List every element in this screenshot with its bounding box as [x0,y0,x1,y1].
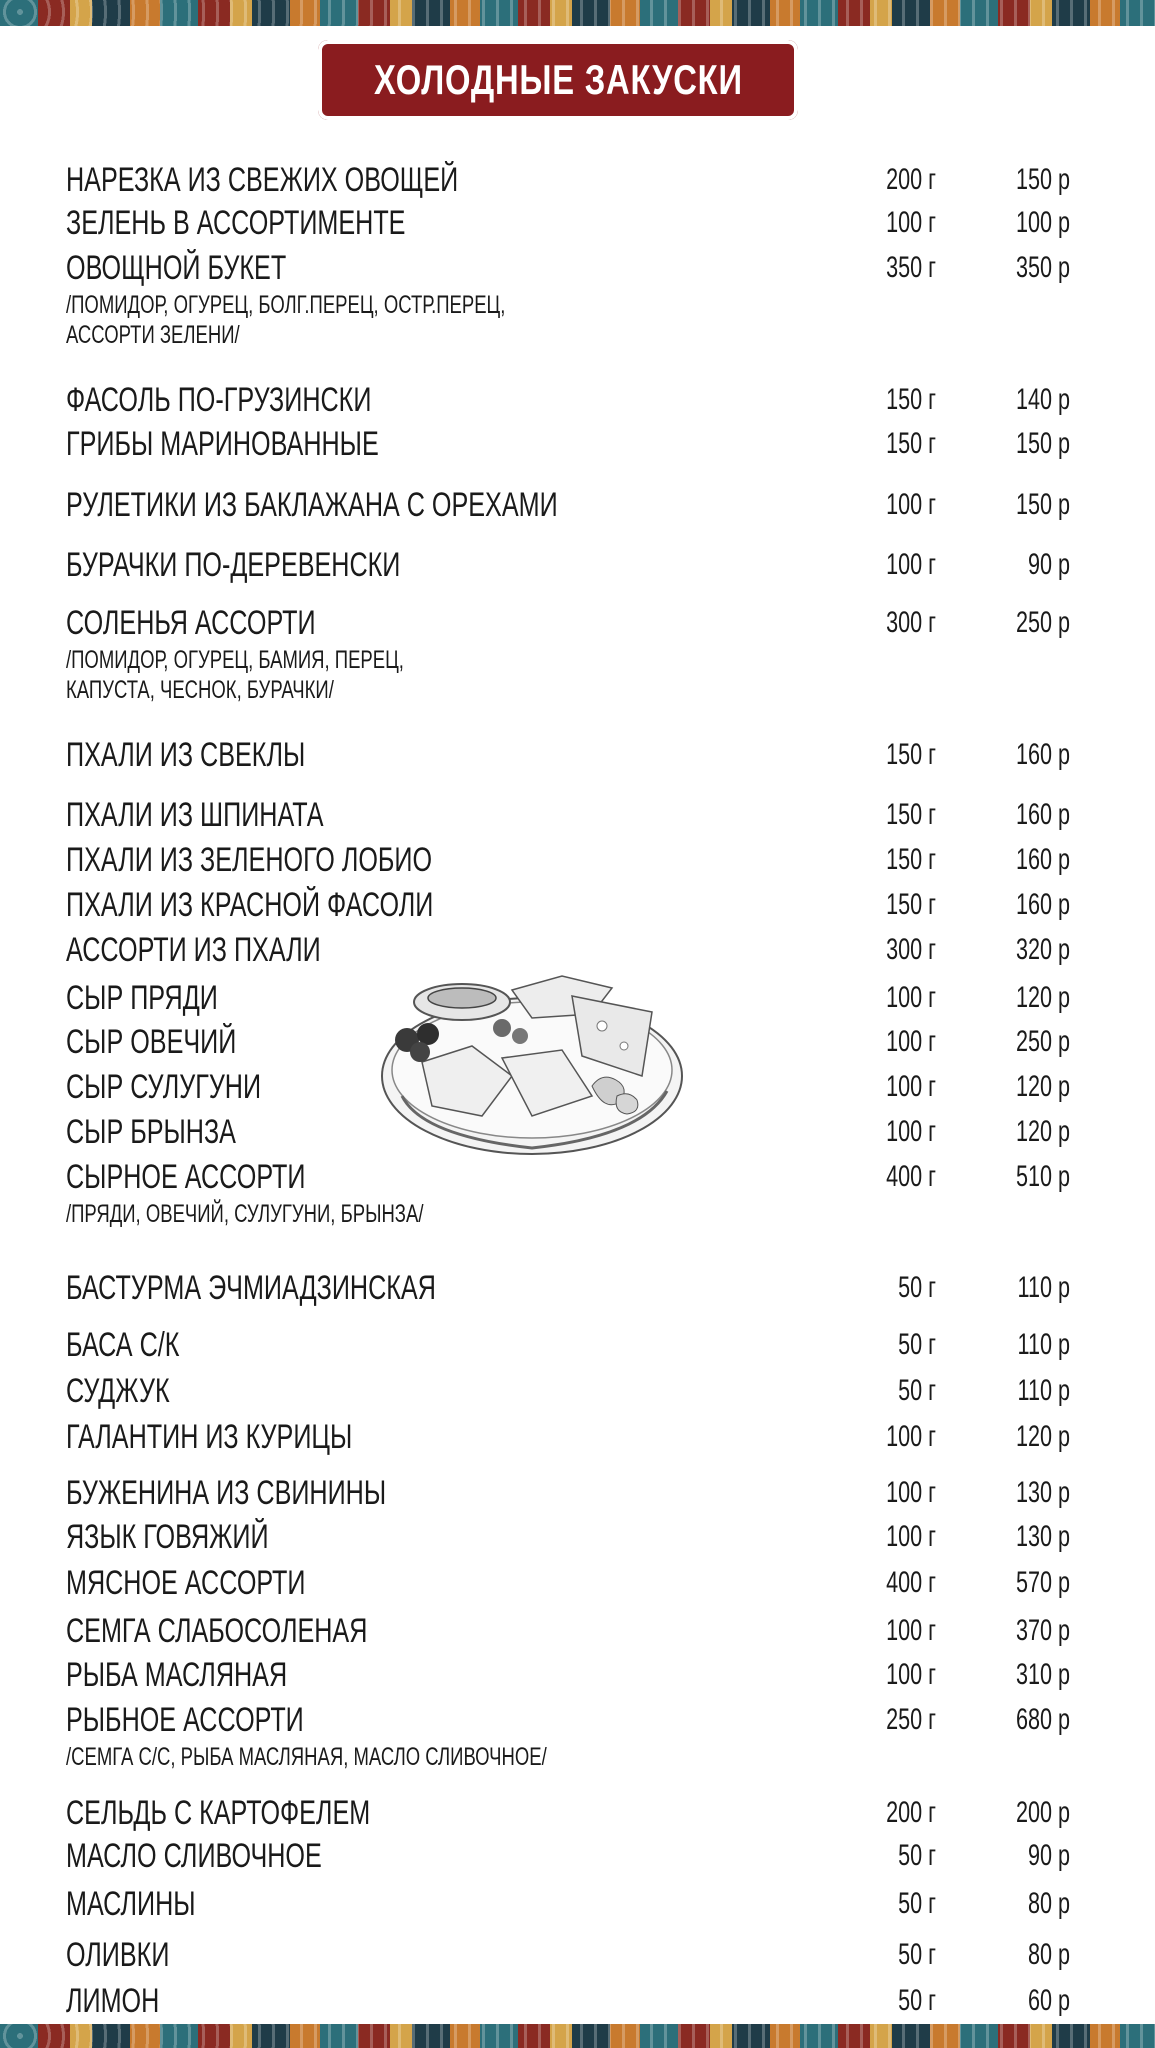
menu-item-weight: 300 г [886,606,936,639]
menu-item-name: СЫР ОВЕЧИЙ [66,1023,237,1061]
menu-item-name: СЫР СУЛУГУНИ [66,1068,262,1106]
menu-item-price: 120 р [1015,981,1070,1014]
menu-item [0,485,1155,525]
menu-item-price: 250 р [1015,1025,1070,1058]
menu-item-weight: 100 г [886,1520,936,1553]
menu-item-name: ЛИМОН [66,1982,160,2020]
menu-item-price: 120 р [1015,1420,1070,1453]
menu-item [0,603,1155,704]
menu-item-weight: 100 г [886,1614,936,1647]
menu-item-name: СОЛЕНЬЯ АССОРТИ [66,604,316,642]
menu-item-name: СЫРНОЕ АССОРТИ [66,1158,306,1196]
menu-item-weight: 150 г [886,427,936,460]
menu-item-name: БАСТУРМА ЭЧМИАДЗИНСКАЯ [66,1269,436,1307]
menu-item-weight: 50 г [898,1328,936,1361]
menu-item-weight: 150 г [886,798,936,831]
menu-item-price: 570 р [1015,1566,1070,1599]
menu-item [0,1655,1155,1695]
menu-item-weight: 150 г [886,383,936,416]
menu-item-name: НАРЕЗКА ИЗ СВЕЖИХ ОВОЩЕЙ [66,161,459,199]
menu-item-price: 160 р [1015,888,1070,921]
menu-item-description: /ПОМИДОР, ОГУРЕЦ, БАМИЯ, ПЕРЕЦ, [66,646,404,674]
menu-item-name: ПХАЛИ ИЗ ЗЕЛЕНОГО ЛОБИО [66,841,433,879]
menu-item-name: ГАЛАНТИН ИЗ КУРИЦЫ [66,1418,353,1456]
menu-item-price: 90 р [1027,1839,1070,1872]
menu-item-price: 370 р [1015,1614,1070,1647]
menu-item-price: 200 р [1015,1796,1070,1829]
menu-item-weight: 50 г [898,1271,936,1304]
menu-item-weight: 300 г [886,933,936,966]
menu-item [0,248,1155,349]
menu-item [0,1517,1155,1557]
menu-item-weight: 50 г [898,1938,936,1971]
menu-item-price: 310 р [1015,1658,1070,1691]
menu-item [0,1417,1155,1457]
menu-item-price: 120 р [1015,1070,1070,1103]
menu-item-price: 680 р [1015,1703,1070,1736]
menu-item-weight: 400 г [886,1160,936,1193]
menu-item-price: 150 р [1015,163,1070,196]
menu-item-weight: 400 г [886,1566,936,1599]
menu-item-price: 160 р [1015,843,1070,876]
menu-item-weight: 100 г [886,1420,936,1453]
menu-item-name: СЫР ПРЯДИ [66,979,218,1017]
section-title-banner [318,40,798,120]
menu-item-weight: 100 г [886,1070,936,1103]
menu-item [0,1981,1155,2021]
menu-item-description: /ПРЯДИ, ОВЕЧИЙ, СУЛУГУНИ, БРЫНЗА/ [66,1200,424,1228]
menu-item-weight: 100 г [886,488,936,521]
menu-item [0,1793,1155,1833]
ornament-border-bottom [0,2024,1155,2048]
menu-item-weight: 200 г [886,1796,936,1829]
menu-item-price: 80 р [1027,1938,1070,1971]
menu-item-name: РУЛЕТИКИ ИЗ БАКЛАЖАНА С ОРЕХАМИ [66,486,558,524]
menu-item-name: ПХАЛИ ИЗ СВЕКЛЫ [66,736,306,774]
menu-item-name: ЗЕЛЕНЬ В АССОРТИМЕНТЕ [66,204,406,242]
menu-item-name: СЫР БРЫНЗА [66,1113,236,1151]
menu-item-name: РЫБНОЕ АССОРТИ [66,1701,304,1739]
menu-item [0,1022,1155,1062]
menu-item-weight: 50 г [898,1839,936,1872]
menu-item-description: КАПУСТА, ЧЕСНОК, БУРАЧКИ/ [66,676,334,704]
menu-item [0,795,1155,835]
menu-item-name: СЕМГА СЛАБОСОЛЕНАЯ [66,1612,368,1650]
menu-item [0,160,1155,200]
menu-item-name: МАСЛО СЛИВОЧНОЕ [66,1837,322,1875]
menu-item-name: БУЖЕНИНА ИЗ СВИНИНЫ [66,1474,387,1512]
menu-item [0,1563,1155,1603]
menu-item [0,885,1155,925]
menu-item-weight: 50 г [898,1374,936,1407]
menu-item [0,840,1155,880]
menu-item [0,424,1155,464]
menu-item-description: АССОРТИ ЗЕЛЕНИ/ [66,321,240,349]
menu-item-description: /ПОМИДОР, ОГУРЕЦ, БОЛГ.ПЕРЕЦ, ОСТР.ПЕРЕЦ, [66,291,506,319]
menu-item-weight: 150 г [886,888,936,921]
menu-item-name: ПХАЛИ ИЗ ШПИНАТА [66,796,324,834]
menu-item-name: БАСА С/К [66,1326,180,1364]
menu-item [0,978,1155,1018]
menu-item [0,930,1155,970]
menu-item-price: 120 р [1015,1115,1070,1148]
menu-item-weight: 100 г [886,1025,936,1058]
menu-item [0,1884,1155,1924]
menu-item-price: 130 р [1015,1476,1070,1509]
menu-item-weight: 50 г [898,1887,936,1920]
menu-item-weight: 150 г [886,738,936,771]
menu-item-price: 130 р [1015,1520,1070,1553]
menu-item [0,1112,1155,1152]
menu-item [0,380,1155,420]
menu-item-name: АССОРТИ ИЗ ПХАЛИ [66,931,321,969]
menu-item-weight: 100 г [886,206,936,239]
menu-item-name: ЯЗЫК ГОВЯЖИЙ [66,1518,269,1556]
menu-item-name: СЕЛЬДЬ С КАРТОФЕЛЕМ [66,1794,371,1832]
menu-item-weight: 100 г [886,1658,936,1691]
menu-item-name: СУДЖУК [66,1372,170,1410]
menu-item-price: 110 р [1017,1271,1070,1304]
menu-item-price: 140 р [1015,383,1070,416]
menu-item-name: ПХАЛИ ИЗ КРАСНОЙ ФАСОЛИ [66,886,434,924]
menu-item [0,545,1155,585]
menu-item [0,1473,1155,1513]
menu-item-price: 110 р [1017,1374,1070,1407]
menu-item-weight: 100 г [886,981,936,1014]
menu-item-weight: 100 г [886,548,936,581]
menu-item [0,1611,1155,1651]
menu-item-name: МАСЛИНЫ [66,1885,196,1923]
menu-item-price: 320 р [1015,933,1070,966]
menu-item [0,1268,1155,1308]
menu-item-name: ФАСОЛЬ ПО-ГРУЗИНСКИ [66,381,372,419]
menu-item [0,1325,1155,1365]
menu-item-price: 90 р [1027,548,1070,581]
menu-item-name: ГРИБЫ МАРИНОВАННЫЕ [66,425,379,463]
menu-item-weight: 250 г [886,1703,936,1736]
menu-item-price: 110 р [1017,1328,1070,1361]
menu-item-description: /СЕМГА С/С, РЫБА МАСЛЯНАЯ, МАСЛО СЛИВОЧНОЕ/ [66,1743,547,1771]
menu-item [0,1371,1155,1411]
menu-item-price: 150 р [1015,427,1070,460]
menu-item [0,1935,1155,1975]
menu-item-weight: 100 г [886,1476,936,1509]
menu-item-weight: 100 г [886,1115,936,1148]
menu-item-price: 160 р [1015,738,1070,771]
menu-item [0,1836,1155,1876]
menu-item-name: РЫБА МАСЛЯНАЯ [66,1656,288,1694]
menu-item-price: 100 р [1015,206,1070,239]
menu-item-weight: 350 г [886,251,936,284]
menu-item-weight: 200 г [886,163,936,196]
menu-item-price: 250 р [1015,606,1070,639]
menu-item-weight: 150 г [886,843,936,876]
menu-item [0,1067,1155,1107]
menu-item-name: МЯСНОЕ АССОРТИ [66,1564,306,1602]
menu-item [0,1700,1155,1771]
menu-item-price: 160 р [1015,798,1070,831]
menu-item [0,203,1155,243]
menu-item-price: 60 р [1027,1984,1070,2017]
menu-item [0,1157,1155,1228]
menu-item [0,735,1155,775]
menu-item-price: 80 р [1027,1887,1070,1920]
menu-item-price: 510 р [1015,1160,1070,1193]
menu-item-name: ОЛИВКИ [66,1936,170,1974]
menu-item-price: 350 р [1015,251,1070,284]
menu-item-weight: 50 г [898,1984,936,2017]
menu-item-price: 150 р [1015,488,1070,521]
menu-item-name: ОВОЩНОЙ БУКЕТ [66,249,287,287]
ornament-border-top [0,0,1155,26]
section-title: ХОЛОДНЫЕ ЗАКУСКИ [373,56,743,103]
menu-item-name: БУРАЧКИ ПО-ДЕРЕВЕНСКИ [66,546,401,584]
